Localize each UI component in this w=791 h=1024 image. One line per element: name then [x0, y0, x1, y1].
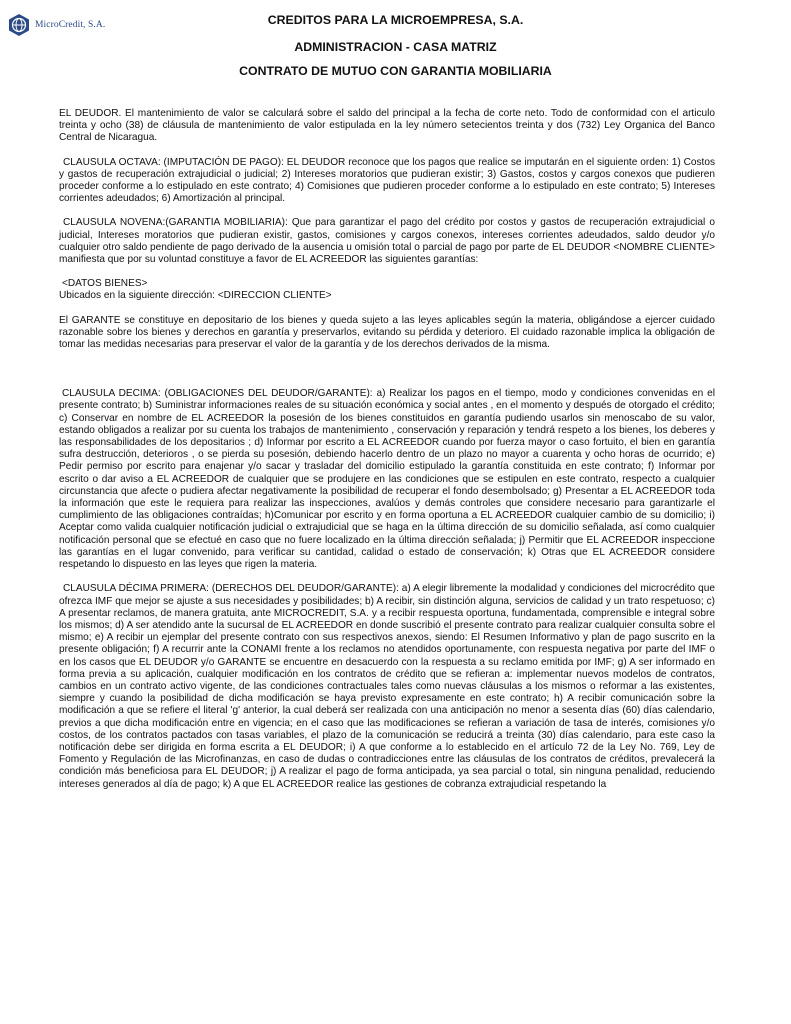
- logo-text: MicroCredit, S.A.: [35, 20, 106, 30]
- contract-body: [59, 108, 715, 791]
- clause-octava: CLAUSULA OCTAVA: (IMPUTACIÓN DE PAGO): EL DEUDOR reconoce que los pagos que realice se imputarán en el siguiente orden: 1) Costos y gastos de recuperación extrajudicial o judicial; 2) Intereses moratorios que pudieran existir; 3) Gastos, costos y cargos conexos que pudieren proceder conforme a lo estipulado en este contrato; 4) Comisiones que pudieren proceder conforme a lo estipulado en este contrato; 5) Intereses corrientes adeudados; 6) Amortización al principal.: [59, 156, 715, 205]
- clause-novena: CLAUSULA NOVENA:(GARANTIA MOBILIARIA): Que para garantizar el pago del crédito por costos y gastos de recuperación extrajudicial o judicial, Intereses moratorios que pudieran existir, gastos, comisiones y cargos conexos, intereses corrientes adeudados, saldo deudor y/o cualquier otro saldo pendiente de pago derivado de la ausencia u omisión total o parcial de pago por parte de EL DEUDOR <NOMBRE CLIENTE> manifiesta que por su voluntad constituye a favor de EL ACREEDOR las siguientes garantías:: [59, 217, 715, 266]
- document-office-subtitle: ADMINISTRACION - CASA MATRIZ: [294, 40, 497, 54]
- datos-bienes-placeholder: <DATOS BIENES>: [62, 278, 148, 290]
- direccion-cliente-line: Ubicados en la siguiente dirección: <DIRECCION CLIENTE>: [59, 290, 332, 302]
- paragraph-garante-depositario: El GARANTE se constituye en depositario de los bienes y queda sujeto a las leyes aplicables según la materia, obligándose a ejercer cuidado razonable sobre los bienes y derechos en garantía y preservarlos, evitando su pérdida y deterioro. El cuidado razonable implica la obligación de tomar las medidas necesarias para preservar el valor de la garantía y de los derechos derivados de la misma.: [59, 314, 715, 351]
- clause-decima-primera: CLAUSULA DÉCIMA PRIMERA: (DERECHOS DEL DEUDOR/GARANTE): a) A elegir libremente la modalidad y condiciones del microcrédito que ofrezca IMF que mejor se ajuste a sus necesidades y posibilidades; b) A recibir, sin distinción alguna, servicios de calidad y un trato respetuoso; c) A presentar reclamos, de manera gratuita, ante MICROCREDIT, S.A. y a recibir respuesta oportuna, fundamentada, comprensible e integral sobre los mismos; d) A ser atendido ante la sucursal de EL ACREEDOR en donde suscribió el presente contrato para realizar cualquier consulta sobre el mismo; e) A recibir un ejemplar del presente contrato con sus respectivos anexos, siendo: El Resumen Informativo y plan de pago suscrito en la presente obligación; f) A recurrir ante la CONAMI frente a los reclamos no atendidos oportunamente, con respuesta negativa por parte del IMF o en los casos que EL DEUDOR y/o GARANTE se encuentre en desacuerdo con la respuesta a su reclamo emitida por IMF; g) A ser informado en forma previa a su aplicación, cualquier modificación en los contratos de crédito que se refieran a: implementar nuevos modelos de contratos, cambios en un contrato activo vigente, de las condiciones contractuales tales como nuevas cláusulas a los mismos o reformar a las existentes, siempre y cuando la posibilidad de dicha modificación se haya previsto expresamente en este contrato; h) A recibir comunicación sobre la modificación a que se refiere el literal 'g' anterior, la cual deberá ser realizada con una anticipación no menor a sesenta días (60) días calendario, previos a que dicha modificación entre en vigencia; en el caso que las modificaciones se refieran a variación de tasa de interés, comisiones y/o costos, de los contratos pactados con tasas variables, el plazo de la comunicación se reducirá a treinta (30) días calendario, para este caso la notificación debe ser dirigida en forma escrita a EL DEUDOR; i) A que conforme a lo establecido en el artículo 72 de la Ley No. 769, Ley de Fomento y Regulación de las Microfinanzas, en caso de dudas o contradicciones entre las cláusulas de los contratos de créditos, prevalecerá la condición más beneficiosa para EL DEUDOR; j) A realizar el pago de forma anticipada, ya sea parcial o total, sin ninguna penalidad, reduciendo intereses generados al día de pago; k) A que EL ACREEDOR realice las gestiones de cobranza extrajudicial respetando la: [59, 583, 715, 790]
- paragraph-mantenimiento-valor: EL DEUDOR. El mantenimiento de valor se calculará sobre el saldo del principal a la fecha de corte neto. Todo de conformidad con el articulo treinta y ocho (38) de cláusula de mantenimiento de valor estipulada en la ley número setecientos treinta y dos (732) Ley Organica del Banco Central de Nicaragua.: [59, 108, 715, 144]
- document-contract-title: CONTRATO DE MUTUO CON GARANTIA MOBILIARIA: [239, 64, 552, 78]
- document-company-title: CREDITOS PARA LA MICROEMPRESA, S.A.: [267, 13, 524, 27]
- clause-decima: CLAUSULA DECIMA: (OBLIGACIONES DEL DEUDOR/GARANTE): a) Realizar los pagos en el tiempo, modo y condiciones convenidas en el presente contrato; b) Suministrar informaciones reales de su situación económica y social antes , en el momento y después de otorgado el crédito; c) Conservar en nombre de EL ACREEDOR la posesión de los bienes constituidos en garantía pudiendo usarlos sin menoscabo de su valor, estando obligados a realizar por su cuenta los trabajos de mantenimiento , conservación y reparación y tendrá respeto a los bienes, los deberes y las responsabilidades de los depositarios ; d) Informar por escrito a EL ACREEDOR cuando por fuerza mayor o caso fortuito, el bien en garantía sufra destrucción, deterioros , o se pierda su posesión, debiendo hacerlo dentro de un plazo no mayor a cuarenta y ocho horas de ocurrido; e) Pedir permiso por escrito para enajenar y/o sacar y trasladar del domicilio estipulado la garantía constituida en este contrato; f) Informar por escrito o dar aviso a EL ACREEDOR de cualquier que se produjere en las condiciones que se estipulen en este contrato, respecto a cualquier circunstancia que afecte o pudiera afectar negativamente la posibilidad de recuperar el fondo desembolsado; g) Presentar a EL ACREEDOR toda la información que este le requiera para realizar las inspecciones, avalúos y demás controles que considere necesario para garantizarle el cumplimiento de las obligaciones contraídas; h)Comunicar por escrito y en forma oportuna a EL ACREEDOR cualquier cambio de su domicilio; i) Aceptar como valida cualquier notificación judicial o extrajudicial que se haga en la última dirección de su domicilio señalada, así como cualquier notificación personal que se efectué en caso que no fuere localizado en la última dirección señalada; j) Permitir que EL ACREEDOR inspeccione las garantías en el lugar convenido, para verificar su cantidad, calidad o estado de conservación; k) Otras que EL ACREEDOR considere respetando lo dispuesto en las leyes que rigen la materia.: [59, 388, 715, 571]
